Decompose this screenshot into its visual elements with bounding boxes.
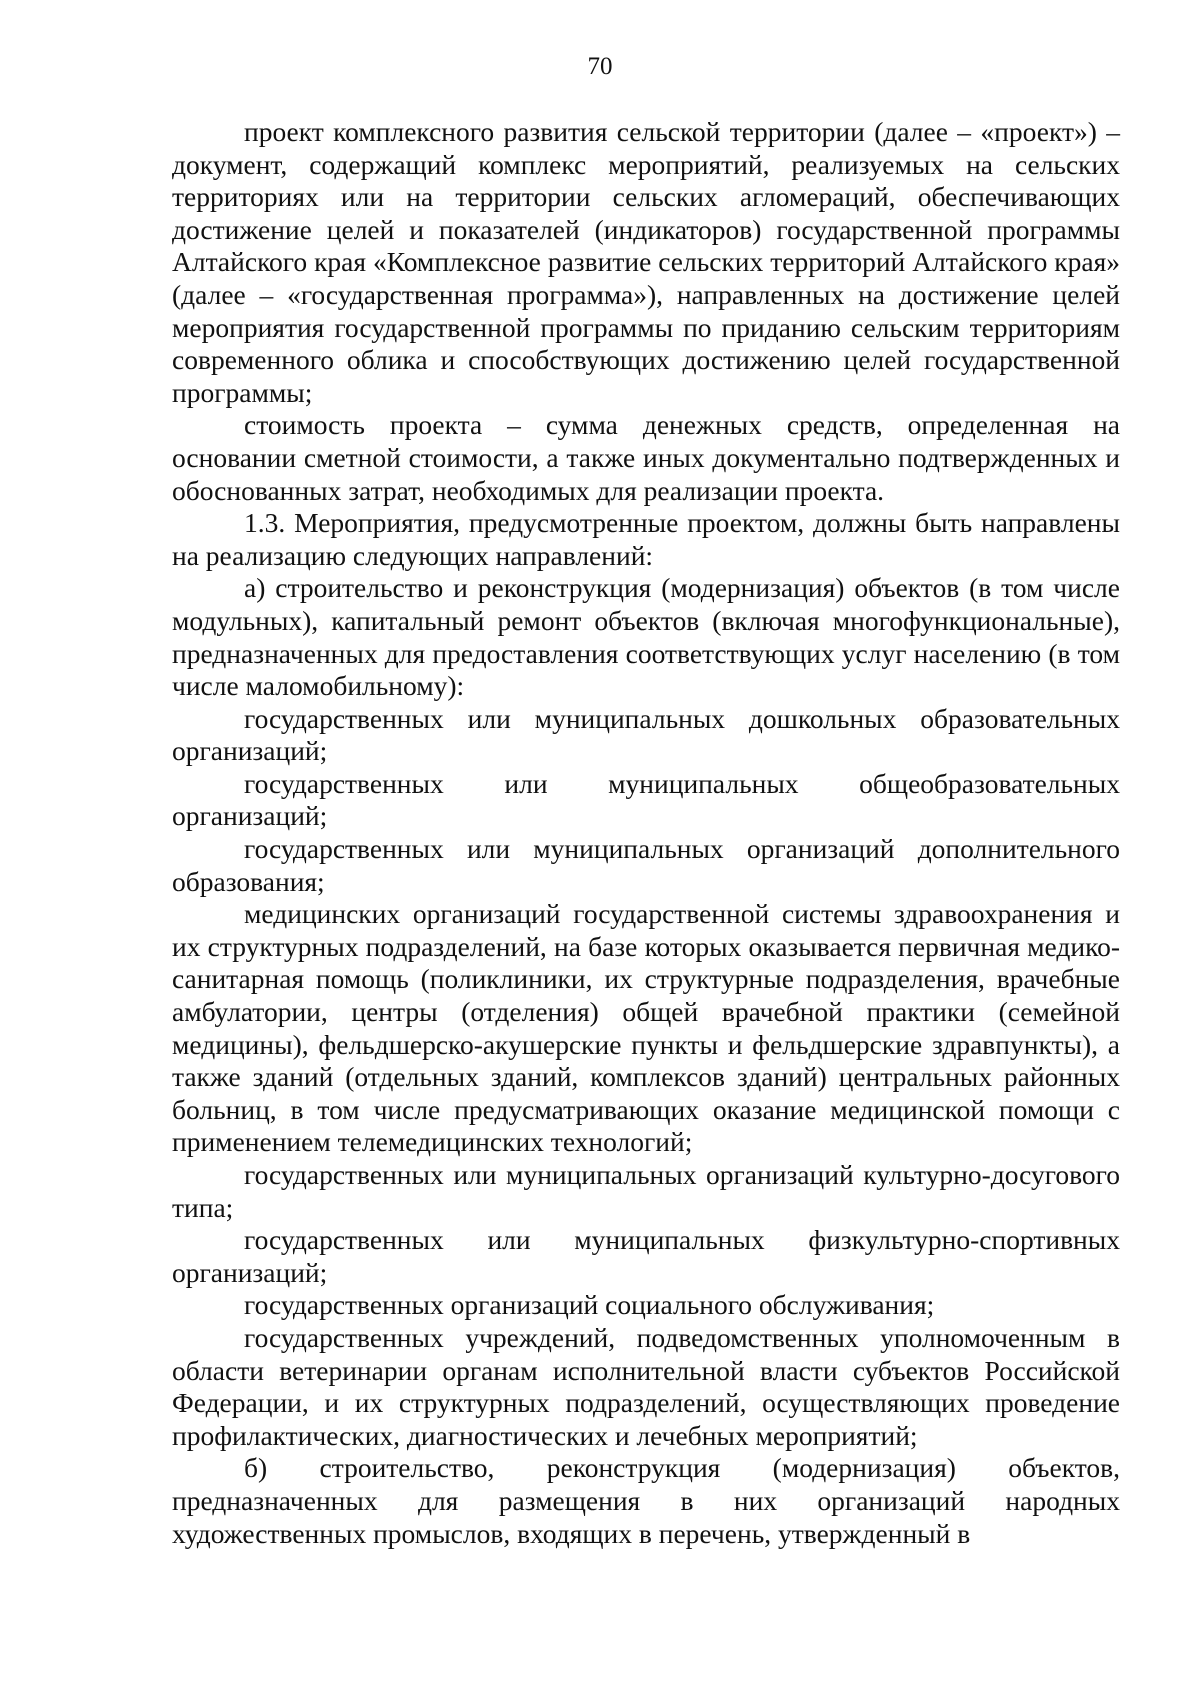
paragraph-medical-orgs: медицинских организаций государственной системы здравоохранения и их структурных подразделений, на базе которых оказывается первичная медико-санитарная помощь (поликлиники, их структурные подразделения, врачебные амбулатории, центры (отделения) общей врачебной практики (семейной медицины), фельдшерско-акушерские пункты и фельдшерские здравпункты), а также зданий (отдельных зданий, комплексов зданий) центральных районных больниц, в том числе предусматривающих оказание медицинской помощи с применением телемедицинских технологий;	[172, 898, 1120, 1158]
paragraph-additional-education-orgs: государственных или муниципальных организаций дополнительного образования;	[172, 833, 1120, 897]
paragraph-item-a: а) строительство и реконструкция (модернизация) объектов (в том числе модульных), капитальный ремонт объектов (включая многофункциональные), предназначенных для предоставления соответствующих услуг населению (в том числе маломобильному):	[172, 572, 1120, 702]
paragraph-preschool-orgs: государственных или муниципальных дошкольных образовательных организаций;	[172, 702, 1120, 767]
paragraph-project-definition: проект комплексного развития сельской территории (далее – «проект») – документ, содержащий комплекс мероприятий, реализуемых на сельских территориях или на территории сельских агломераций, обеспечивающих достижение целей и показателей (индикаторов) государственной программы Алтайского края «Комплексное развитие сельских территорий Алтайского края» (далее – «государственная программа»), направленных на достижение целей мероприятия государственной программы по приданию сельским территориям современного облика и способствующих достижению целей государственной программы;	[172, 116, 1120, 408]
paragraph-cultural-orgs: государственных или муниципальных организаций культурно-досугового типа;	[172, 1159, 1120, 1223]
paragraph-social-service-orgs: государственных организаций социального обслуживания;	[244, 1289, 935, 1321]
paragraph-item-b: б) строительство, реконструкция (модернизация) объектов, предназначенных для размещения в них организаций народных художественных промыслов, входящих в перечень, утвержденный в	[172, 1452, 1120, 1549]
paragraph-project-cost: стоимость проекта – сумма денежных средств, определенная на основании сметной стоимости, а также иных документально подтвержденных и обоснованных затрат, необходимых для реализации проекта.	[172, 409, 1120, 506]
paragraph-sports-orgs: государственных или муниципальных физкультурно-спортивных организаций;	[172, 1224, 1120, 1288]
paragraph-section-1-3: 1.3. Мероприятия, предусмотренные проектом, должны быть направлены на реализацию следующих направлений:	[172, 507, 1120, 571]
page-number: 70	[587, 53, 613, 80]
document-body	[172, 116, 1120, 1550]
paragraph-veterinary-institutions: государственных учреждений, подведомственных уполномоченным в области ветеринарии органам исполнительной власти субъектов Российской Федерации, и их структурных подразделений, осуществляющих проведение профилактических, диагностических и лечебных мероприятий;	[172, 1321, 1120, 1451]
paragraph-general-education-orgs: государственных или муниципальных общеобразовательных организаций;	[172, 767, 1120, 832]
